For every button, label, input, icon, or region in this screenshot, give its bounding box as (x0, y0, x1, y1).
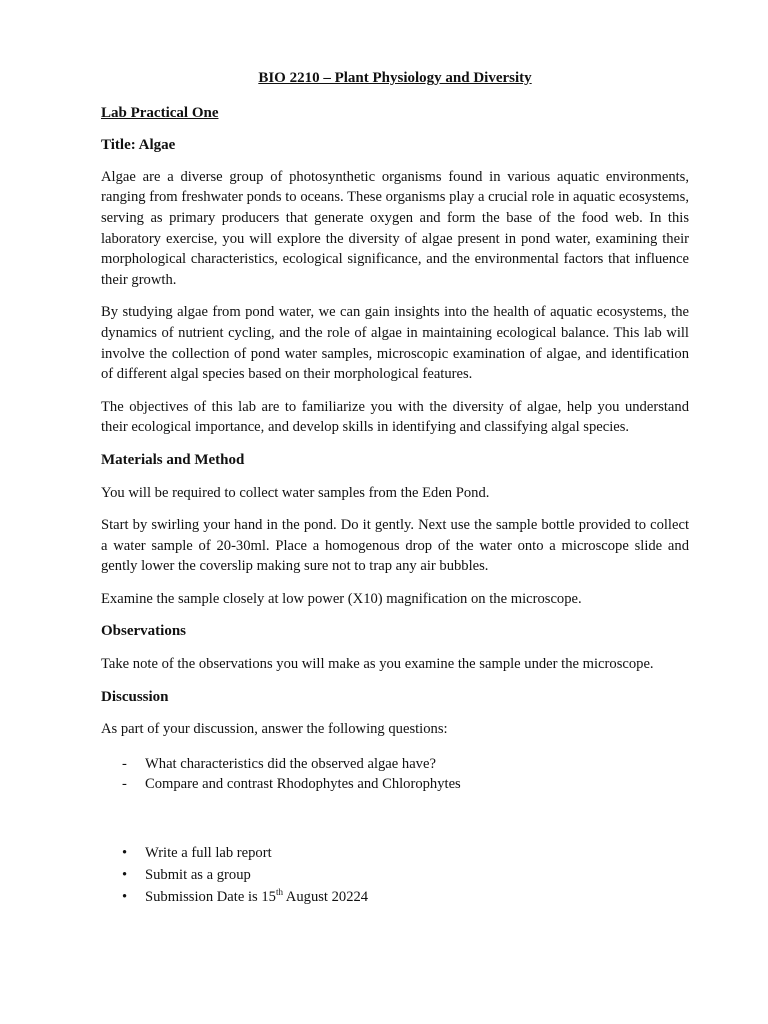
list-item (101, 887, 689, 909)
dash-marker: - (122, 776, 127, 793)
bullet-icon: • (122, 845, 128, 862)
materials-paragraph-3: Examine the sample closely at low power (X10) magnification on the microscope. (101, 590, 582, 607)
submission-date-text (145, 889, 368, 905)
bullet-icon: • (122, 889, 128, 906)
lab-practical-heading: Lab Practical One (101, 104, 219, 121)
observations-heading: Observations (101, 623, 187, 640)
intro-paragraph-2: By studying algae from pond water, we can gain insights into the health of aquatic ecosystems, the dynamics of nutrient cycling, and the role of algae in maintaining ecological balance. This lab will involve the collection of pond water samples, microscopic examination of algae, and identification of different algal species based on their morphological features. (101, 304, 689, 383)
bullet-icon: • (122, 867, 128, 884)
list-item (101, 865, 689, 887)
list-item (101, 754, 689, 775)
submission-prefix: Submission Date is 15 (145, 889, 276, 906)
submission-suffix: August 20224 (282, 889, 369, 906)
ordinal-suffix: th (275, 887, 283, 898)
objectives-paragraph: The objectives of this lab are to familiarize you with the diversity of algae, help you understand their ecological importance, and develop skills in identifying and classifying algal species. (101, 398, 689, 436)
dash-marker: - (122, 755, 127, 772)
question-text: What characteristics did the observed algae have? (145, 755, 436, 772)
discussion-intro: As part of your discussion, answer the following questions: (101, 721, 448, 738)
course-title: BIO 2210 – Plant Physiology and Diversity (258, 70, 532, 86)
intro-paragraph-1: Algae are a diverse group of photosynthetic organisms found in various aquatic environments, ranging from freshwater ponds to oceans. These organisms play a crucial role in aquatic ecosystems, serving as primary producers that generate oxygen and form the base of the food web. In this laboratory exercise, you will explore the diversity of algae present in pond water, examining their morphological characteristics, ecological significance, and the environmental factors that influence their growth. (101, 168, 689, 288)
materials-method-heading: Materials and Method (101, 451, 245, 468)
materials-paragraph-1: You will be required to collect water samples from the Eden Pond. (101, 484, 490, 501)
list-item (101, 843, 689, 865)
document-page (101, 68, 689, 909)
instruction-text: Write a full lab report (145, 845, 272, 862)
lab-title: Title: Algae (101, 137, 176, 154)
instructions-list (101, 843, 689, 909)
instruction-text: Submit as a group (145, 867, 251, 884)
spacer (101, 795, 689, 843)
question-text: Compare and contrast Rhodophytes and Chlorophytes (145, 776, 461, 793)
materials-paragraph-2: Start by swirling your hand in the pond. Do it gently. Next use the sample bottle provided to collect a water sample of 20-30ml. Place a homogenous drop of the water onto a microscope slide and gently lower the coverslip making sure not to trap any air bubbles. (101, 517, 689, 575)
list-item (101, 774, 689, 795)
observations-text: Take note of the observations you will make as you examine the sample under the microscope. (101, 656, 654, 673)
discussion-heading: Discussion (101, 688, 169, 705)
discussion-questions-list (101, 754, 689, 795)
